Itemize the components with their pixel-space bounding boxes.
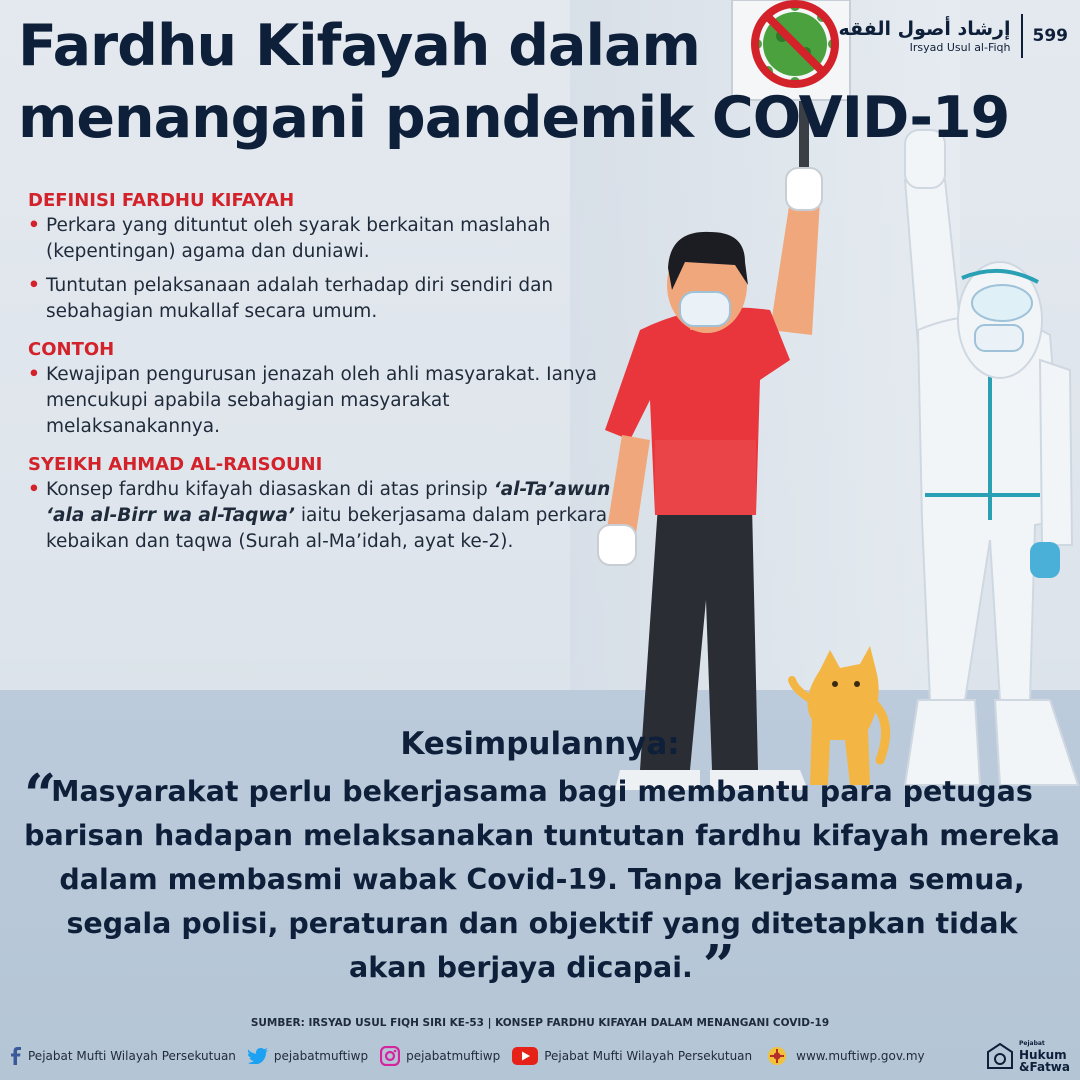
facebook-link[interactable] [10,1047,236,1065]
health-worker-figure [905,130,1078,785]
bullet-text-pre: Konsep fardhu kifayah diasaskan di atas prinsip [46,479,494,500]
source-line: SUMBER: IRSYAD USUL FIQH SIRI KE-53 | KONSEP FARDHU KIFAYAH DALAM MENANGANI COVID-19 [250,1017,830,1029]
twitter-link[interactable] [248,1048,368,1064]
brand-block [838,14,1068,58]
twitter-icon [248,1048,268,1064]
bullet-text-emphasis: ‘al-Ta’awun ‘ala al-Birr wa al-Taqwa’ [46,479,611,526]
content-column [28,190,618,569]
conclusion-quote [24,762,1060,999]
section-heading: SYEIKH AHMAD AL-RAISOUNI [28,454,323,475]
section-heading: DEFINISI FARDHU KIFAYAH [28,190,295,211]
youtube-label: Pejabat Mufti Wilayah Persekutuan [544,1049,753,1063]
bullet-item: • Kewajipan pengurusan jenazah oleh ahli masyarakat. Ianya mencukupi apabila sebahagian masyarakat melaksanakannya. [28,362,618,440]
fatwa-logo-text [1019,1039,1070,1073]
issue-number: 599 [1032,26,1068,46]
brand-latin: Irsyad Usul al-Fiqh [909,41,1011,54]
youtube-link[interactable] [512,1047,752,1065]
close-quote-icon: ” [702,933,735,999]
twitter-label: pejabatmuftiwp [273,1049,369,1063]
website-label: www.muftiwp.gov.my [796,1049,925,1063]
man-figure [598,168,822,790]
brand-text [838,17,1010,55]
brand-divider [1021,14,1023,58]
quote-text: Masyarakat perlu bekerjasama bagi membantu para petugas barisan hadapan melaksanakan tuntutan fardhu kifayah mereka dalam membasmi wabak Covid-19. Tanpa kerjasama semua, segala polisi, peraturan dan objektif yang ditetapkan tidak akan berjaya dicapai. [24,775,1060,984]
emblem-icon [764,1045,790,1067]
section-heading: CONTOH [28,339,115,360]
fatwa-logo-line1: Hukum [1019,1048,1067,1062]
bullet-item: • Tuntutan pelaksanaan adalah terhadap diri sendiri dan sebahagian mukallaf secara umum. [28,273,618,325]
facebook-icon [10,1047,22,1065]
fatwa-logo-icon [987,1043,1013,1069]
website-link[interactable] [764,1045,924,1067]
footer [10,1040,1070,1074]
conclusion-heading: Kesimpulannya: [400,726,680,762]
cat-figure [792,646,886,785]
hukum-fatwa-logo [987,1039,1070,1073]
section-example [28,339,618,440]
instagram-link[interactable] [380,1046,500,1066]
fatwa-logo-small: Pejabat [1019,1040,1045,1047]
bullet-item: • Perkara yang dituntut oleh syarak berkaitan maslahah (kepentingan) agama dan duniawi. [28,213,618,265]
instagram-icon [380,1046,400,1066]
open-quote-icon: “ [24,762,57,828]
youtube-icon [512,1047,538,1065]
bullet-text-post: iaitu bekerjasama dalam perkara kebaikan dan taqwa (Surah al-Ma’idah, ayat ke-2). [46,505,608,552]
brand-arabic: إرشاد أصول الفقه [838,18,1011,40]
facebook-label: Pejabat Mufti Wilayah Persekutuan [28,1049,236,1063]
section-raisouni [28,454,618,555]
title-line-1: Fardhu Kifayah dalam [18,13,700,79]
title-line-2: menangani pandemik COVID-19 [18,85,1010,151]
fatwa-logo-line2: &Fatwa [1019,1060,1070,1074]
section-definition [28,190,618,325]
instagram-label: pejabatmuftiwp [406,1049,501,1063]
bullet-item [28,477,618,555]
